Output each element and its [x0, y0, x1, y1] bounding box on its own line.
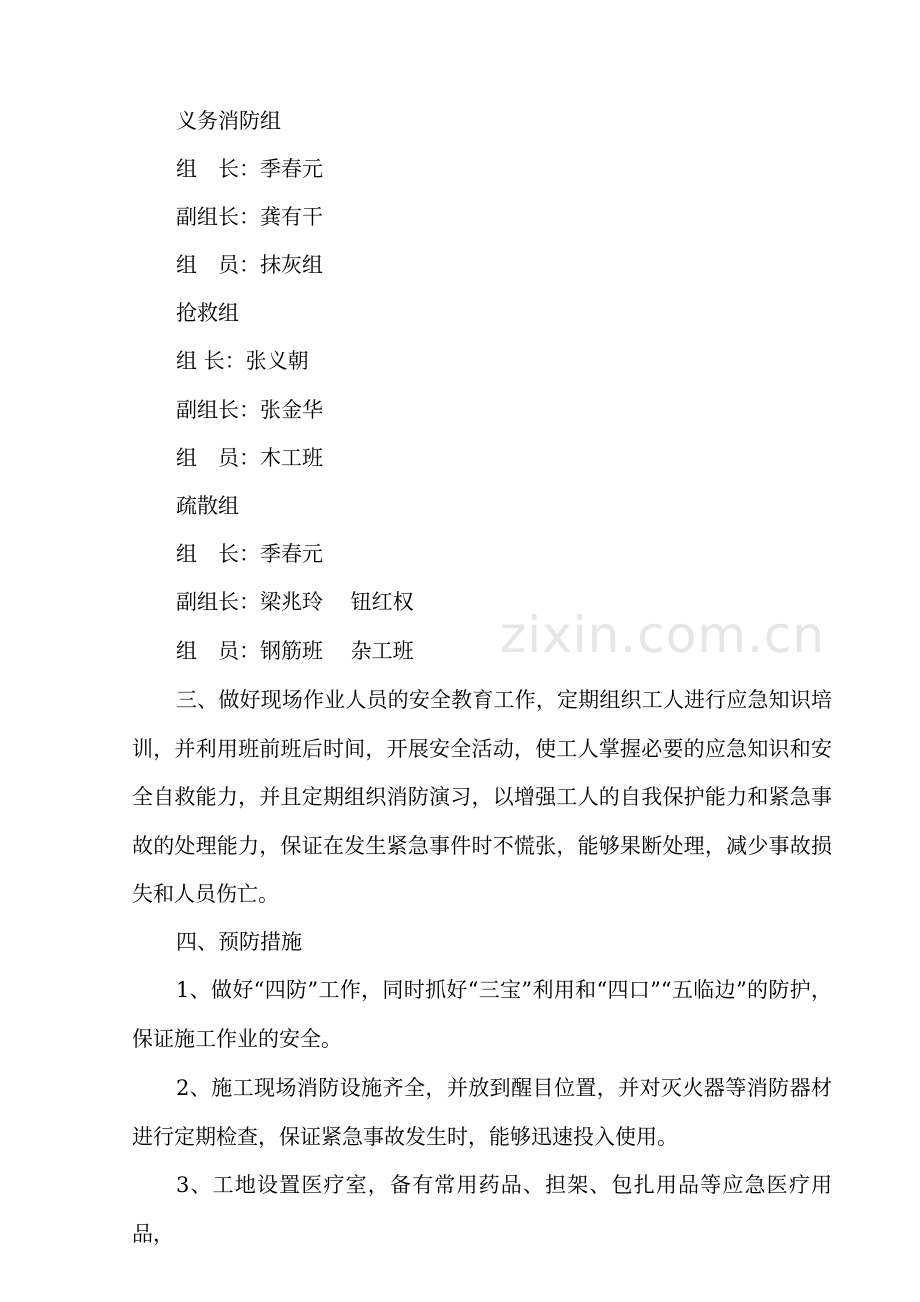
org-line-fire-team-members: 组 员：抹灰组 — [176, 253, 323, 277]
watermark: zixin.com.cn — [500, 606, 826, 664]
org-line-evacuation-team-leader: 组 长：季春元 — [176, 542, 323, 566]
org-line-evacuation-team-members: 组 员：钢筋班 杂工班 — [176, 639, 414, 663]
paragraph-measure-2: 2、施工现场消防设施齐全，并放到醒目位置，并对灭火器等消防器材进行定期检查，保证紧急事故发生时，能够迅速投入使用。 — [132, 1076, 832, 1149]
paragraph-measure-3: 3、工地设置医疗室，备有常用药品、担架、包扎用品等应急医疗用品， — [132, 1173, 832, 1246]
org-line-rescue-team-leader: 组 长：张义朝 — [176, 349, 309, 373]
org-line-rescue-team-deputy: 副组长：张金华 — [176, 398, 323, 422]
org-line-fire-team-deputy: 副组长：龚有干 — [176, 205, 323, 229]
org-line-rescue-team-members: 组 员：木工班 — [176, 446, 323, 470]
section-heading-prevention: 四、预防措施 — [176, 930, 302, 954]
org-line-fire-team-title: 义务消防组 — [176, 109, 281, 133]
paragraph-safety-education: 三、做好现场作业人员的安全教育工作，定期组织工人进行应急知识培训，并利用班前班后时间，开展安全活动，使工人掌握必要的应急知识和安全自救能力，并且定期组织消防演习，以增强工人的自我保护能力和紧急事故的处理能力，保证在发生紧急事件时不慌张，能够果断处理，减少事故损失和人员伤亡。 — [132, 688, 832, 906]
org-line-rescue-team-title: 抢救组 — [176, 301, 239, 325]
org-line-evacuation-team-deputy: 副组长：梁兆玲 钮红权 — [176, 590, 414, 614]
paragraph-measure-1: 1、做好“四防”工作，同时抓好“三宝”利用和“四口”“五临边”的防护，保证施工作业的安全。 — [132, 978, 832, 1051]
org-line-fire-team-leader: 组 长：季春元 — [176, 157, 323, 181]
org-line-evacuation-team-title: 疏散组 — [176, 494, 239, 518]
